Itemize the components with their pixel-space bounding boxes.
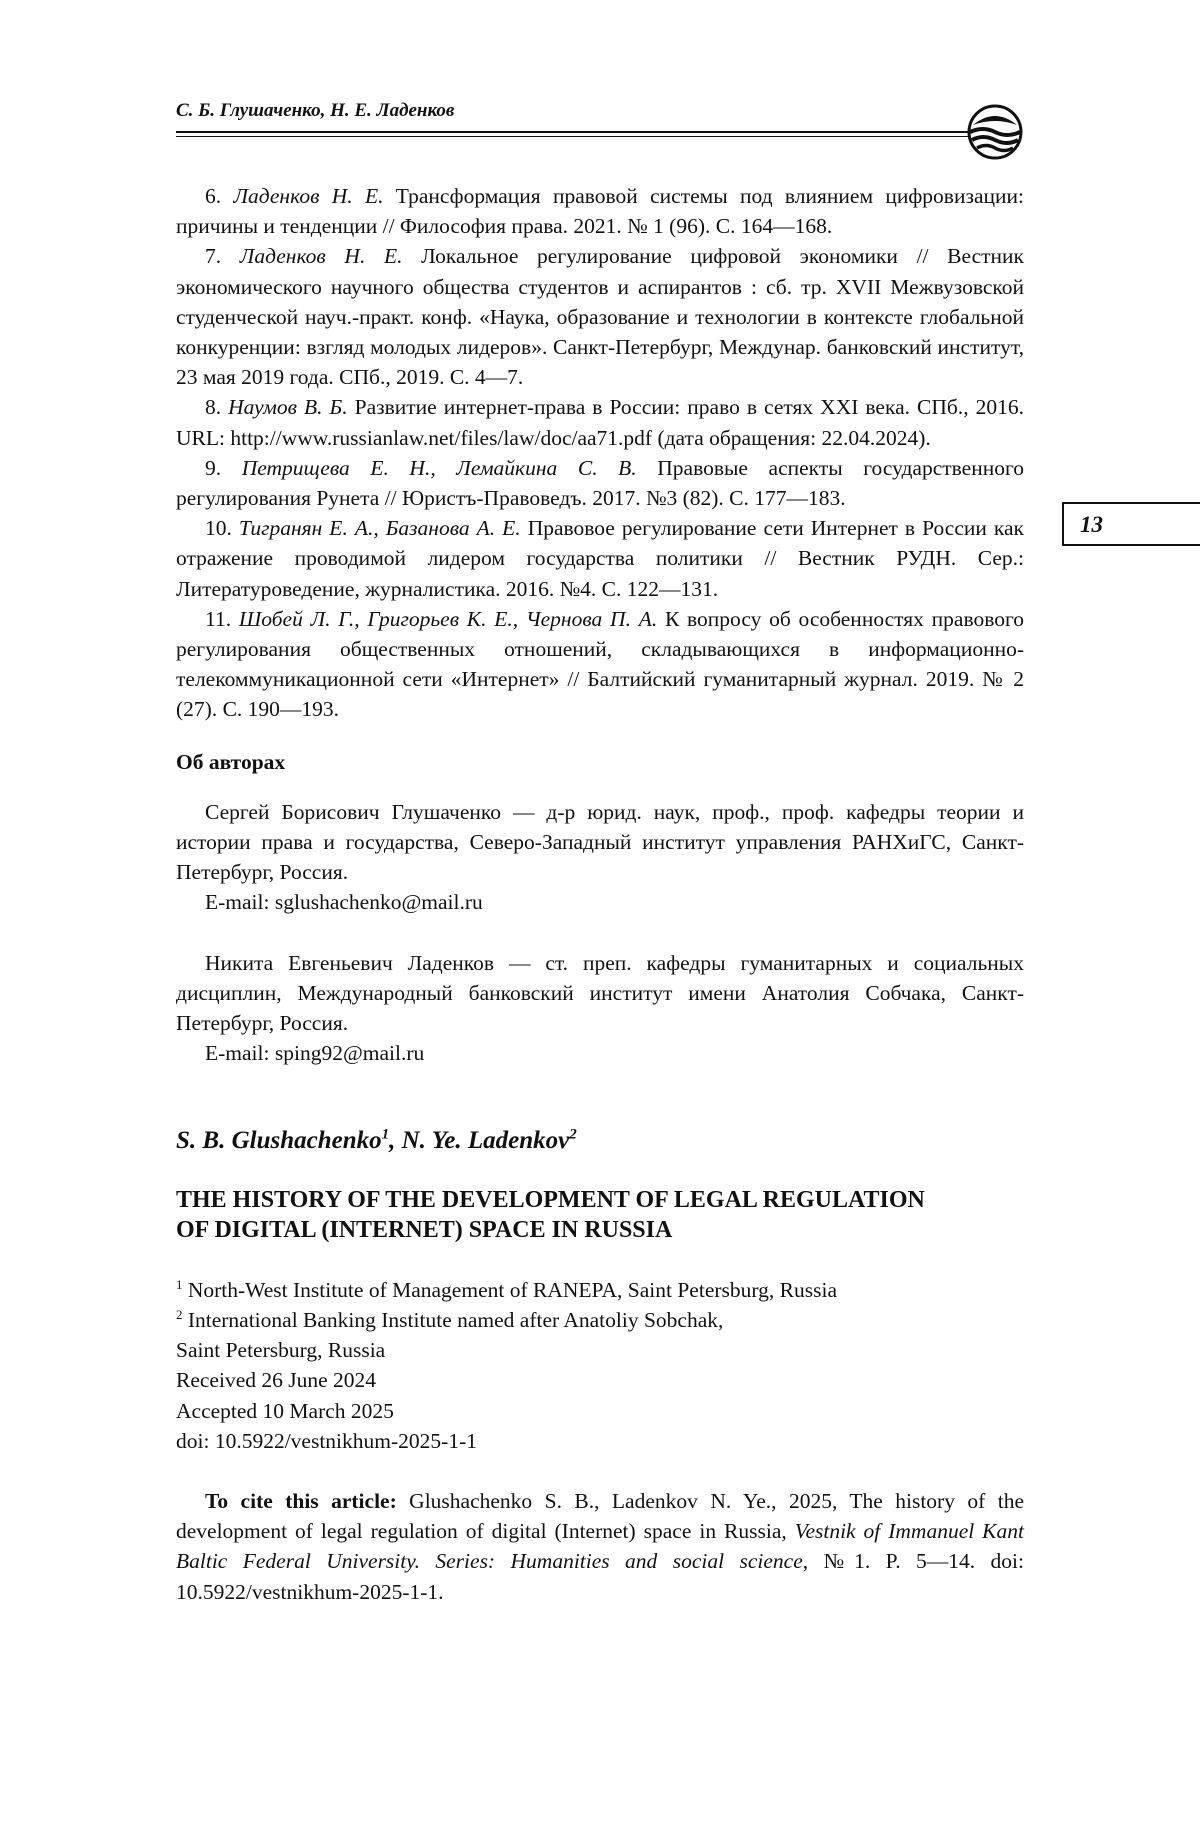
- accepted-date: Accepted 10 March 2025: [176, 1398, 394, 1423]
- english-authors: S. B. Glushachenko$^1$, N. Ye. Ladenkov$^2$: [176, 1127, 577, 1155]
- page-number-box: [1062, 502, 1200, 546]
- email-link[interactable]: sglushachenko@mail.ru: [274, 890, 483, 915]
- affiliation: $^2$ International Banking Institute named after Anatoliy Sobchak,: [176, 1307, 724, 1332]
- affiliation-city: Saint Petersburg, Russia: [176, 1338, 386, 1363]
- affiliation: $^1$ North-West Institute of Management of RANEPA, Saint Petersburg, Russia: [176, 1277, 838, 1302]
- author-email: E-mail: sglushachenko@mail.ru: [205, 890, 483, 915]
- reference-item: 11. Шобей Л. Г., Григорьев К. Е., Чернова П. А. К вопросу об особенностях правового регулирования общественных отношений, складывающихся в информационно-телекоммуникационной сети «Интернет» // Балтийский гуманитарный журнал. 2019. № 2 (27). С. 190—193.: [176, 606, 1024, 722]
- reference-item: 9. Петрищева Е. Н., Лемайкина С. В. Правовые аспекты государственного регулирования Рунета // Юристъ-Правоведъ. 2017. №3 (82). С. 177—183.: [176, 455, 1025, 511]
- email-link[interactable]: sping92@mail.ru: [274, 1041, 425, 1066]
- author-email: E-mail: sping92@mail.ru: [205, 1041, 425, 1066]
- header-rule: [176, 131, 969, 133]
- header-rule-thin: [176, 136, 969, 137]
- page-content: [176, 181, 1024, 1607]
- author-bio: Никита Евгеньевич Ладенков — ст. преп. кафедры гуманитарных и социальных дисциплин, Международный банковский институт имени Анатолия Собчака, Санкт-Петербург, Россия.: [176, 950, 1024, 1036]
- reference-item: 6. Ладенков Н. Е. Трансформация правовой системы под влиянием цифровизации: причины и тенденции // Философия права. 2021. № 1 (96). С. 164—168.: [176, 184, 1024, 239]
- reference-item: 8. Наумов В. Б. Развитие интернет-права в России: право в сетях XXI века. СПб., 2016. URL: http://www.russianlaw.net/files/law/doc/aa71.pdf (дата обращения: 22.04.2024).: [176, 395, 1025, 450]
- author-bio: Сергей Борисович Глушаченко — д-р юрид. наук, проф., проф. кафедры теории и истории права и государства, Северо-Западный институт управления РАНХиГС, Санкт-Петербург, Россия.: [176, 799, 1024, 885]
- doi[interactable]: doi: 10.5922/vestnikhum-2025-1-1: [176, 1428, 477, 1453]
- reference-item: 10. Тигранян Е. А., Базанова А. Е. Правовое регулирование сети Интернет в России как отражение проводимой лидером государства политики // Вестник РУДН. Сер.: Литературоведение, журналистика. 2016. №4. С. 122—131.: [176, 516, 1024, 601]
- running-head: С. Б. Глушаченко, Н. Е. Ладенков: [176, 100, 455, 121]
- citation: To cite this article: Glushachenko S. B., Ladenkov N. Ye., 2025, The history of the development of legal regulation of digital (Internet) space in Russia, Vestnik of Immanuel Kant Baltic Federal University. Series: Humanities and social science, №1. P. 5—14. doi: 10.5922/vestnikhum-2025-1-1.: [176, 1488, 1025, 1604]
- about-authors-heading: Об авторах: [176, 749, 286, 774]
- received-date: Received 26 June 2024: [176, 1368, 377, 1393]
- journal-logo-icon: [965, 101, 1025, 163]
- page-number: 13: [1080, 512, 1103, 537]
- english-title: THE HISTORY OF THE DEVELOPMENT OF LEGAL REGULATION OF DIGITAL (INTERNET) SPACE IN RUSSIA: [176, 1186, 925, 1243]
- reference-item: 7. Ладенков Н. Е. Локальное регулирование цифровой экономики // Вестник экономического научного общества студентов и аспирантов : сб. тр. XVII Межвузовской студенческой науч.-практ. конф. «Наука, образование и технологии в контексте глобальной конкуренции: взгляд молодых лидеров». Санкт-Петербург, Междунар. банковский институт, 23 мая 2019 года. СПб., 2019. С. 4—7.: [176, 244, 1024, 390]
